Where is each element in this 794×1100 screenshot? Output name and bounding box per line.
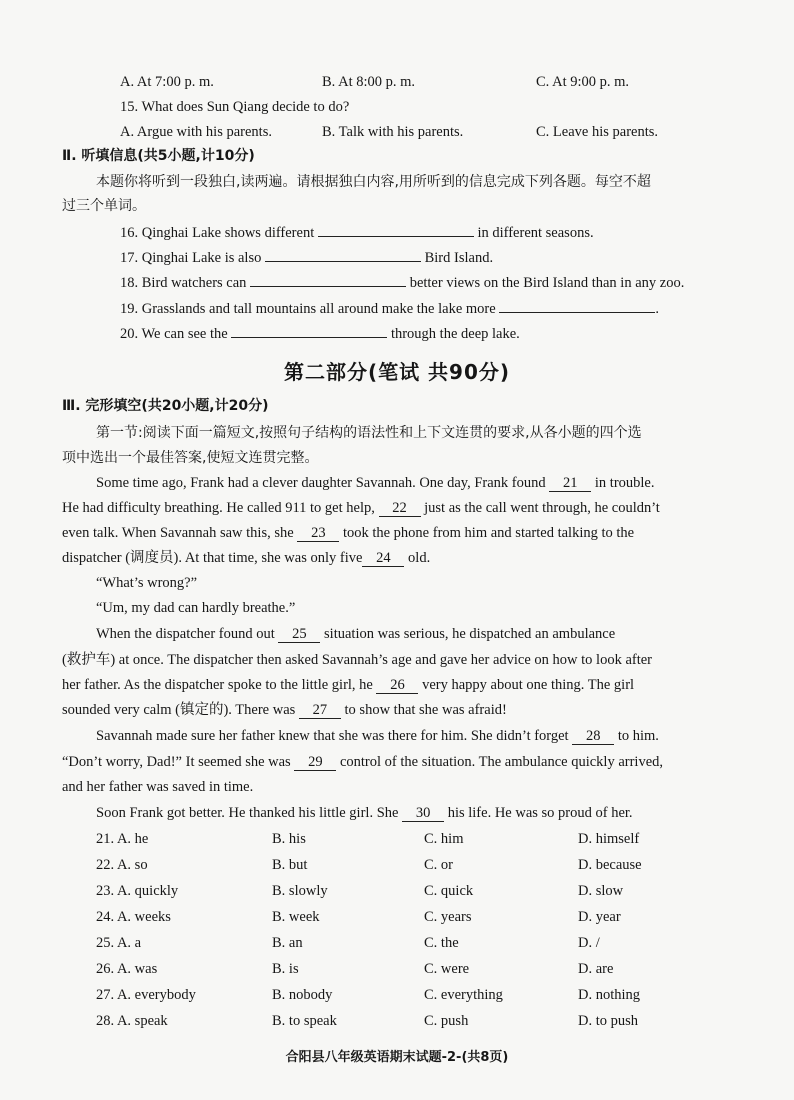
q16-text-before: 16. Qinghai Lake shows different [120, 225, 315, 241]
passage-line-1 [96, 473, 655, 493]
blank-24[interactable]: 24 [362, 550, 404, 567]
blank-25[interactable]: 25 [278, 626, 320, 643]
blank-27[interactable]: 27 [299, 702, 341, 719]
q18-item [120, 272, 684, 293]
blank-22[interactable]: 22 [379, 500, 421, 517]
passage-text: sounded very calm (镇定的). There was [62, 702, 296, 718]
passage-line-7 [96, 624, 615, 644]
q16-text-after: in different seasons. [477, 225, 594, 241]
q24-option-b[interactable]: B. week [272, 909, 320, 925]
passage-text: “Don’t worry, Dad!” It seemed she was [62, 754, 291, 770]
passage-text: to show that she was afraid! [344, 702, 507, 718]
q19-answer-blank[interactable] [499, 298, 655, 313]
passage-text: Soon Frank got better. He thanked his little girl. She [96, 805, 399, 821]
q22-option-d[interactable]: D. because [578, 857, 642, 873]
q16-answer-blank[interactable] [318, 222, 474, 237]
passage-line-13: and her father was saved in time. [62, 779, 254, 795]
passage-text: When the dispatcher found out [96, 626, 275, 642]
passage-line-5: “What’s wrong?” [96, 575, 198, 591]
q17-answer-blank[interactable] [265, 247, 421, 262]
blank-23[interactable]: 23 [297, 525, 339, 542]
q21-option-c[interactable]: C. him [424, 831, 464, 847]
q24-option-c[interactable]: C. years [424, 909, 472, 925]
section-2-instruction-line1: 本题你将听到一段独白,读两遍。请根据独白内容,用所听到的信息完成下列各题。每空不超 [96, 174, 651, 190]
q19-text-before: 19. Grasslands and tall mountains all around make the lake more [120, 301, 496, 317]
q18-text-before: 18. Bird watchers can [120, 275, 247, 291]
q21-option-b[interactable]: B. his [272, 831, 306, 847]
passage-text: Savannah made sure her father knew that she was there for him. She didn’t forget [96, 728, 569, 744]
q28-option-d[interactable]: D. to push [578, 1013, 639, 1029]
page-footer: 合阳县八年级英语期末试题-2-(共8页) [285, 1050, 509, 1065]
passage-line-8: (救护车) at once. The dispatcher then asked Savannah’s age and gave her advice on how to look after [62, 652, 652, 668]
q27-option-a[interactable]: 27. A. everybody [96, 987, 196, 1003]
section-3-instruction-line1: 第一节:阅读下面一篇短文,按照句子结构的语法性和上下文连贯的要求,从各小题的四个选 [96, 425, 642, 441]
q18-text-after: better views on the Bird Island than in any zoo. [409, 275, 685, 291]
passage-line-14 [96, 803, 633, 823]
q17-text-before: 17. Qinghai Lake is also [120, 250, 262, 266]
passage-text: even talk. When Savannah saw this, she [62, 525, 294, 541]
blank-26[interactable]: 26 [376, 677, 418, 694]
q28-option-a[interactable]: 28. A. speak [96, 1013, 168, 1029]
q15-question: 15. What does Sun Qiang decide to do? [120, 99, 350, 115]
q24-option-a[interactable]: 24. A. weeks [96, 909, 171, 925]
passage-text: Some time ago, Frank had a clever daughter Savannah. One day, Frank found [96, 475, 546, 491]
part-2-title: 第二部分(笔试 共90分) [283, 360, 511, 384]
q20-text-after: through the deep lake. [390, 326, 520, 342]
q23-option-c[interactable]: C. quick [424, 883, 474, 899]
q25-option-d[interactable]: D. / [578, 935, 600, 951]
section-3-heading: Ⅲ. 完形填空(共20小题,计20分) [62, 398, 269, 414]
blank-28[interactable]: 28 [572, 728, 614, 745]
section-2-heading: Ⅱ. 听填信息(共5小题,计10分) [62, 148, 255, 164]
q19-text-after: . [655, 301, 659, 317]
q15-option-a: A. Argue with his parents. [120, 124, 272, 140]
q25-option-c[interactable]: C. the [424, 935, 459, 951]
q26-option-d[interactable]: D. are [578, 961, 614, 977]
q26-option-a[interactable]: 26. A. was [96, 961, 158, 977]
section-2-instruction-line2: 过三个单词。 [62, 198, 146, 214]
passage-line-6: “Um, my dad can hardly breathe.” [96, 600, 296, 616]
q27-option-b[interactable]: B. nobody [272, 987, 333, 1003]
passage-line-9 [62, 675, 634, 695]
q17-item [120, 247, 493, 268]
passage-text: situation was serious, he dispatched an ambulance [324, 626, 616, 642]
q23-option-a[interactable]: 23. A. quickly [96, 883, 179, 899]
passage-text: his life. He was so proud of her. [447, 805, 633, 821]
passage-text: dispatcher (调度员). At that time, she was only five [62, 550, 363, 566]
q14-option-a: A. At 7:00 p. m. [120, 74, 214, 90]
passage-text: her father. As the dispatcher spoke to the little girl, he [62, 677, 373, 693]
q28-option-b[interactable]: B. to speak [272, 1013, 337, 1029]
passage-line-3 [62, 523, 634, 543]
q22-option-c[interactable]: C. or [424, 857, 453, 873]
passage-line-4 [62, 548, 430, 568]
q20-answer-blank[interactable] [231, 323, 387, 338]
section-3-instruction-line2: 项中选出一个最佳答案,使短文连贯完整。 [62, 450, 319, 466]
q28-option-c[interactable]: C. push [424, 1013, 469, 1029]
passage-text: very happy about one thing. The girl [422, 677, 635, 693]
q15-option-b: B. Talk with his parents. [322, 124, 464, 140]
blank-21[interactable]: 21 [549, 475, 591, 492]
q27-option-d[interactable]: D. nothing [578, 987, 641, 1003]
passage-text: to him. [617, 728, 659, 744]
q19-item [120, 298, 659, 319]
q26-option-b[interactable]: B. is [272, 961, 299, 977]
q18-answer-blank[interactable] [250, 272, 406, 287]
q20-item [120, 323, 520, 344]
passage-text: old. [408, 550, 431, 566]
q22-option-b[interactable]: B. but [272, 857, 308, 873]
passage-line-12 [62, 752, 663, 772]
passage-line-11 [96, 726, 659, 746]
q24-option-d[interactable]: D. year [578, 909, 621, 925]
q21-option-a[interactable]: 21. A. he [96, 831, 149, 847]
q14-option-b: B. At 8:00 p. m. [322, 74, 416, 90]
passage-line-2 [62, 498, 660, 518]
q25-option-b[interactable]: B. an [272, 935, 303, 951]
q20-text-before: 20. We can see the [120, 326, 228, 342]
passage-line-10 [62, 700, 507, 720]
q26-option-c[interactable]: C. were [424, 961, 470, 977]
q15-option-c: C. Leave his parents. [536, 124, 659, 140]
q23-option-b[interactable]: B. slowly [272, 883, 328, 899]
q27-option-c[interactable]: C. everything [424, 987, 503, 1003]
q23-option-d[interactable]: D. slow [578, 883, 624, 899]
blank-29[interactable]: 29 [294, 754, 336, 771]
blank-30[interactable]: 30 [402, 805, 444, 822]
q25-option-a[interactable]: 25. A. a [96, 935, 142, 951]
passage-text: control of the situation. The ambulance quickly arrived, [339, 754, 664, 770]
passage-text: He had difficulty breathing. He called 911 to get help, [62, 500, 375, 516]
q14-option-c: C. At 9:00 p. m. [536, 74, 630, 90]
q21-option-d[interactable]: D. himself [578, 831, 640, 847]
passage-text: just as the call went through, he couldn’t [424, 500, 660, 516]
q16-item [120, 222, 594, 243]
passage-text: took the phone from him and started talking to the [342, 525, 635, 541]
passage-text: in trouble. [594, 475, 655, 491]
q22-option-a[interactable]: 22. A. so [96, 857, 148, 873]
q17-text-after: Bird Island. [424, 250, 494, 266]
